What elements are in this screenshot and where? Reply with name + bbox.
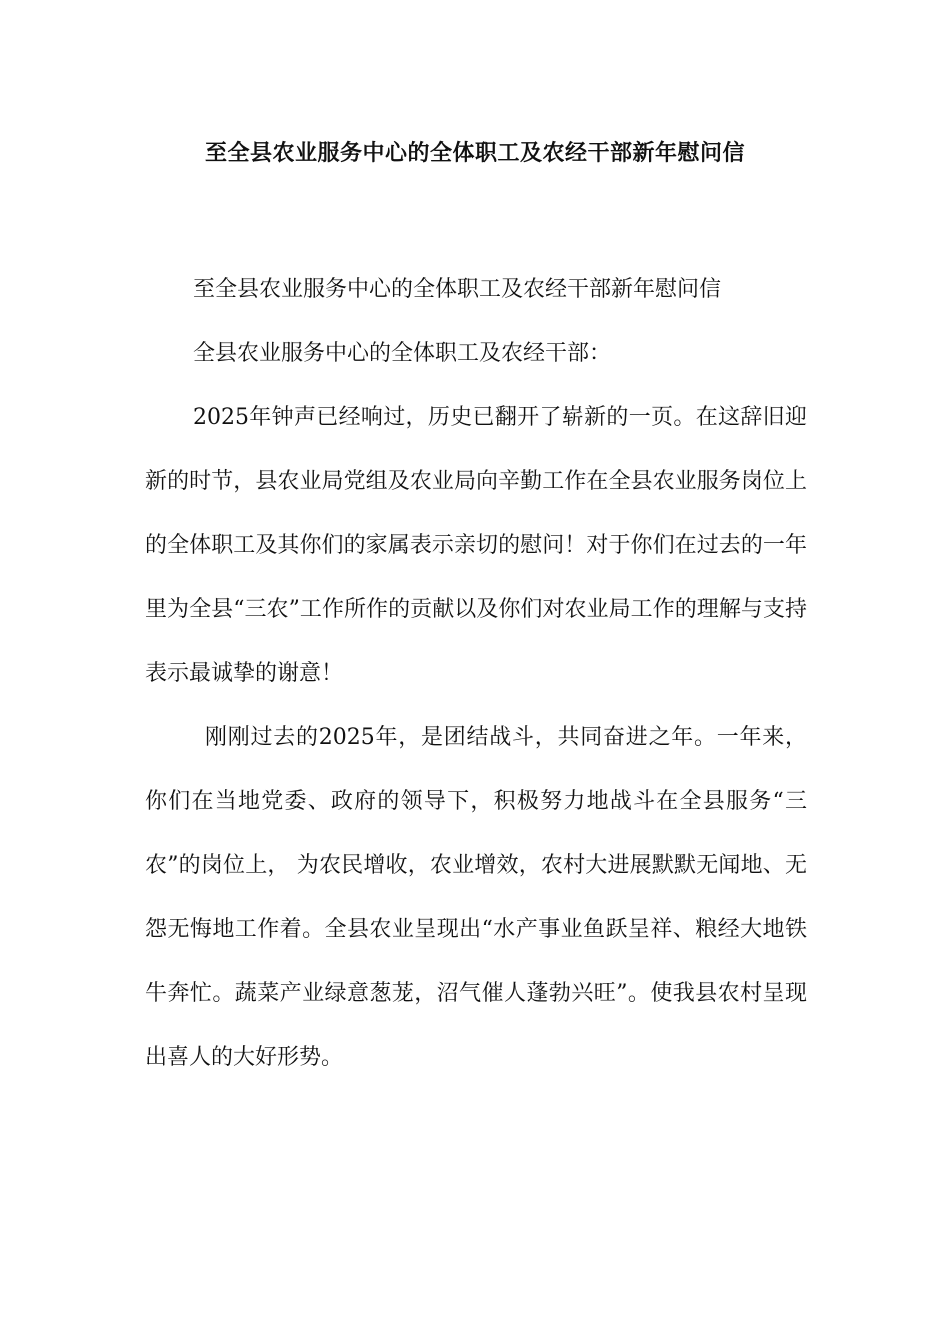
salutation: 全县农业服务中心的全体职工及农经干部： <box>193 341 612 366</box>
body-heading-line: 至全县农业服务中心的全体职工及农经干部新年慰问信 <box>193 277 722 302</box>
paragraph-greeting: 2025年钟声已经响过，历史已翻开了崭新的一页。在这辞旧迎新的时节，县农业局党组及农业局向辛勤工作在全县农业服务岗位上的全体职工及其你们的家属表示亲切的慰问！对于你们在过去的一年里为全县“三农”工作所作的贡献以及你们对农业局工作的理解与支持表示最诚挚的谢意！ <box>145 405 807 686</box>
document-body <box>145 258 807 1090</box>
document-title: 至全县农业服务中心的全体职工及农经干部新年慰问信 <box>204 140 745 166</box>
paragraph-review: 刚刚过去的2025年，是团结战斗，共同奋进之年。一年来，你们在当地党委、政府的领导下，积极努力地战斗在全县服务“三农”的岗位上， 为农民增收，农业增效，农村大进展默默无闻地、无怨无悔地工作着。全县农业呈现出“水产事业鱼跃呈祥、粮经大地铁牛奔忙。蔬菜产业绿意葱茏，沼气催人蓬勃兴旺”。使我县农村呈现出喜人的大好形势。 <box>145 725 807 1070</box>
